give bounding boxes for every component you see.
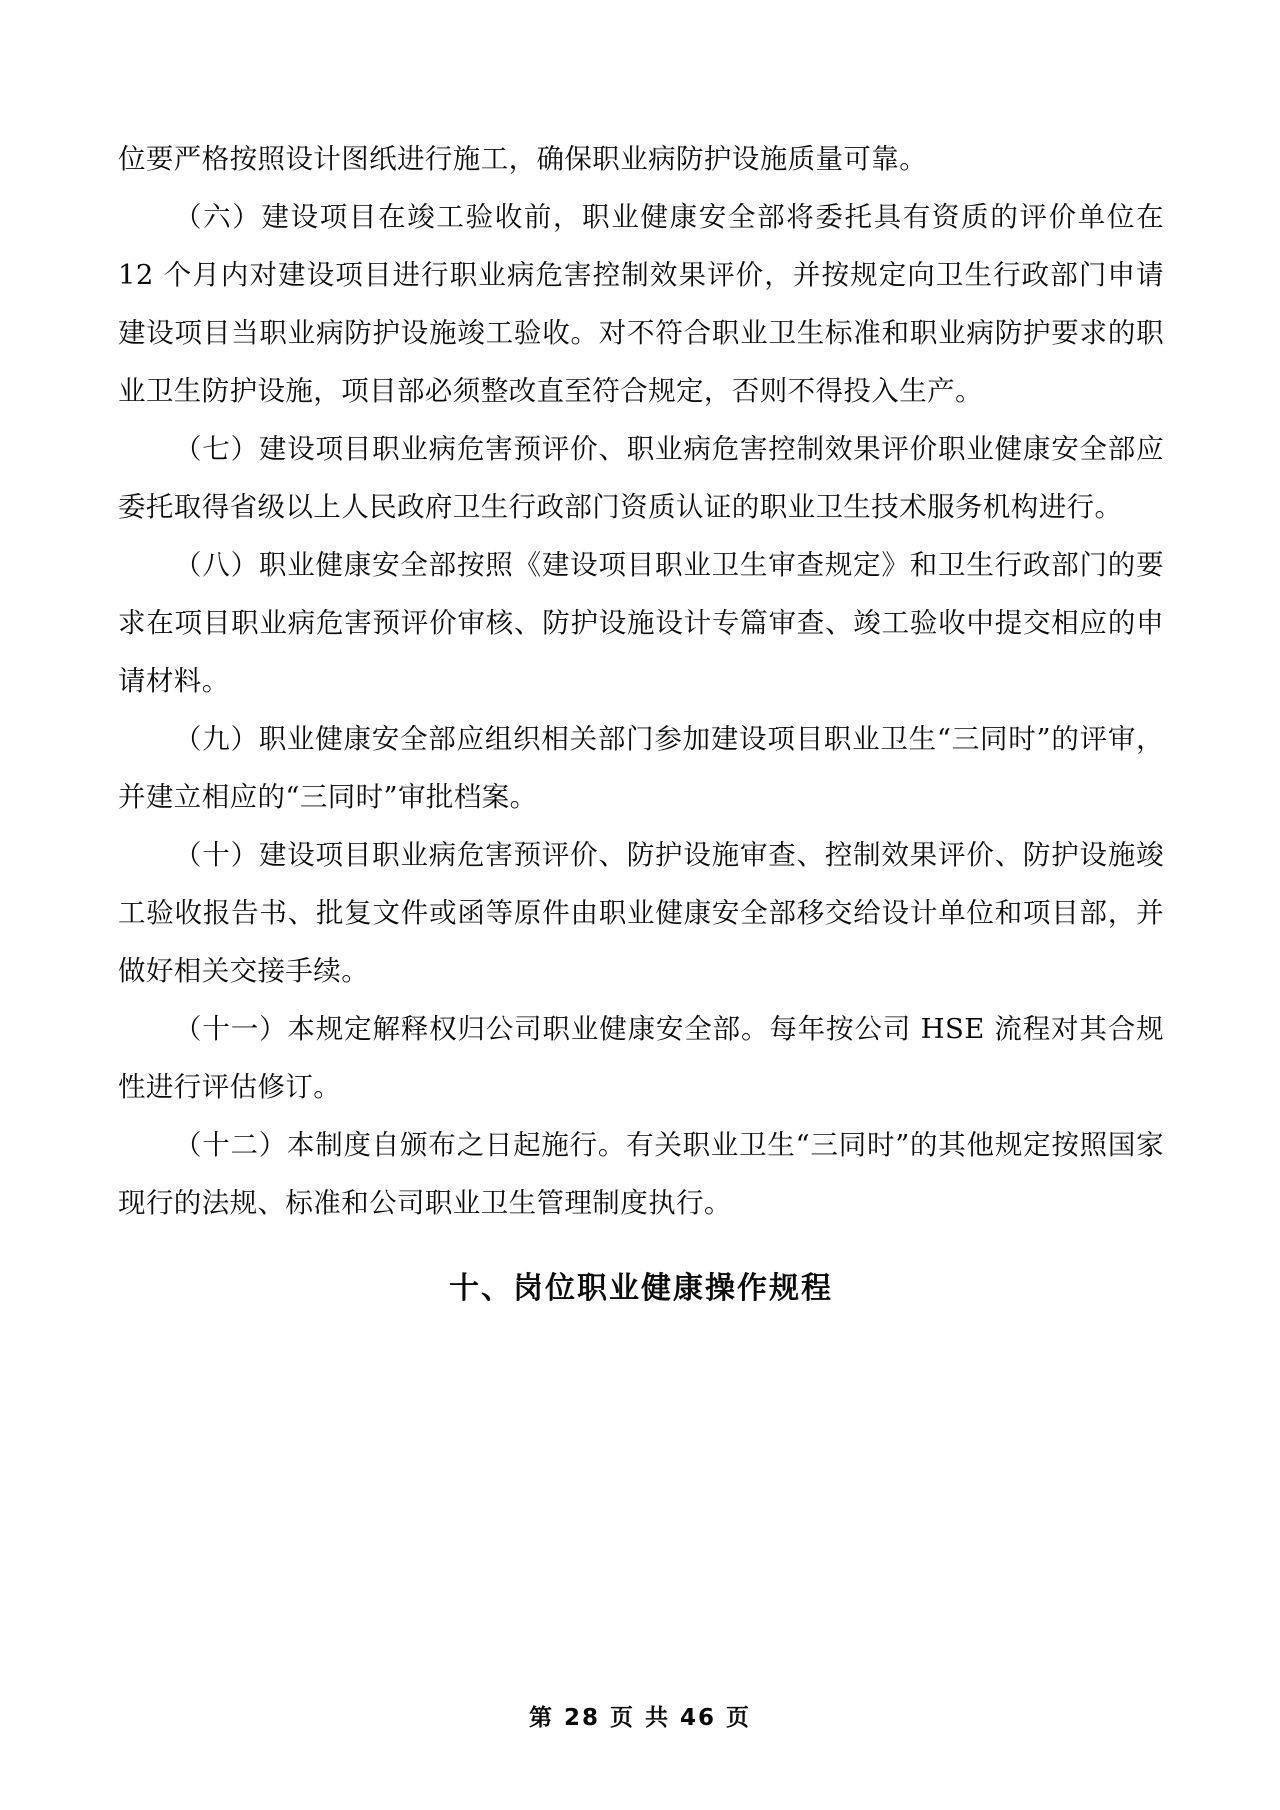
section-heading: 十、岗位职业健康操作规程	[449, 1271, 833, 1306]
paragraph-continuation: 位要严格按照设计图纸进行施工，确保职业病防护设施质量可靠。	[118, 143, 928, 175]
page-footer: 第 28 页 共 46 页	[528, 1705, 752, 1731]
paragraph-item-10: （十）建设项目职业病危害预评价、防护设施审查、控制效果评价、防护设施竣工验收报告书、批复文件或函等原件由职业健康安全部移交给设计单位和项目部，并做好相关交接手续。	[118, 839, 1164, 987]
paragraph-item-11: （十一）本规定解释权归公司职业健康安全部。每年按公司 HSE 流程对其合规性进行评估修订。	[118, 1013, 1164, 1103]
page-body	[118, 130, 1164, 1318]
paragraph-item-9: （九）职业健康安全部应组织相关部门参加建设项目职业卫生“三同时”的评审，并建立相应的“三同时”审批档案。	[118, 723, 1164, 813]
paragraph-item-7: （七）建设项目职业病危害预评价、职业病危害控制效果评价职业健康安全部应委托取得省级以上人民政府卫生行政部门资质认证的职业卫生技术服务机构进行。	[118, 433, 1164, 523]
paragraph-item-8: （八）职业健康安全部按照《建设项目职业卫生审查规定》和卫生行政部门的要求在项目职业病危害预评价审核、防护设施设计专篇审查、竣工验收中提交相应的申请材料。	[118, 549, 1164, 697]
paragraph-item-6: （六）建设项目在竣工验收前，职业健康安全部将委托具有资质的评价单位在 12 个月内对建设项目进行职业病危害控制效果评价，并按规定向卫生行政部门申请建设项目当职业病防护设施竣工验收。对不符合职业卫生标准和职业病防护要求的职业卫生防护设施，项目部必须整改直至符合规定，否则不得投入生产。	[118, 201, 1164, 407]
paragraph-item-12: （十二）本制度自颁布之日起施行。有关职业卫生“三同时”的其他规定按照国家现行的法规、标准和公司职业卫生管理制度执行。	[118, 1129, 1164, 1219]
